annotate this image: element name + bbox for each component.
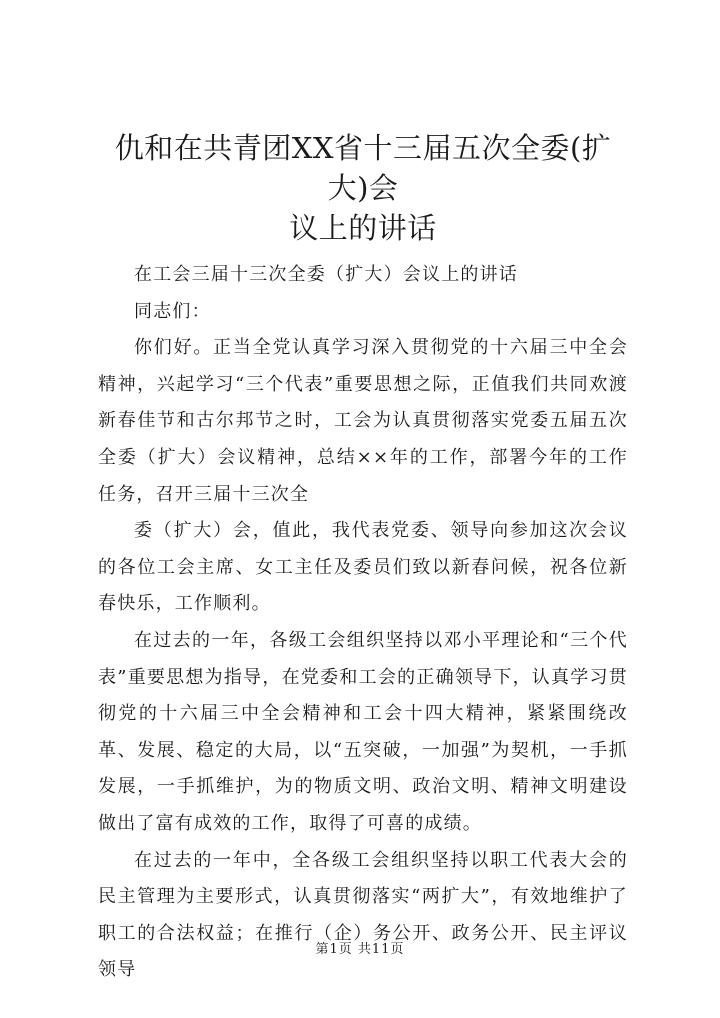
page-footer: 第1页 共11页 [315, 942, 405, 957]
document-subtitle: 在工会三届十三次全委（扩大）会议上的讲话 [134, 264, 518, 285]
body-paragraph: 在过去的一年中，全各级工会组织坚持以职工代表大会的民主管理为主要形式，认真贯彻落实“两扩大”，有效地维护了职工的合法权益；在推行（企）务公开、政务公开、民主评议领导 [98, 849, 628, 981]
body-paragraph: 你们好。正当全党认真学习深入贯彻党的十六届三中全会精神，兴起学习“三个代表”重要思想之际，正值我们共同欢渡新春佳节和古尔邦节之时，工会为认真贯彻落实党委五届五次全委（扩大）会议精神，总结××年的工作，部署今年的工作任务，召开三届十三次全 [98, 337, 628, 505]
body-paragraph: 委（扩大）会，值此，我代表党委、领导向参加这次会议的各位工会主席、女工主任及委员们致以新春问候，祝各位新春快乐，工作顺利。 [98, 520, 628, 615]
title-line-2: 议上的讲话 [289, 211, 437, 245]
salutation-paragraph: 同志们： [134, 300, 211, 322]
document-title [98, 128, 628, 248]
title-line-1: 仇和在共青团XX省十三届五次全委(扩大)会 [114, 131, 612, 205]
body-paragraph: 在过去的一年，各级工会组织坚持以邓小平理论和“三个代表”重要思想为指导，在党委和工会的正确领导下，认真学习贯彻党的十六届三中全会精神和工会十四大精神，紧紧围绕改革、发展、稳定的大局，以“五突破，一加强”为契机，一手抓发展，一手抓维护，为的物质文明、政治文明、精神文明建设做出了富有成效的工作，取得了可喜的成绩。 [98, 629, 628, 834]
